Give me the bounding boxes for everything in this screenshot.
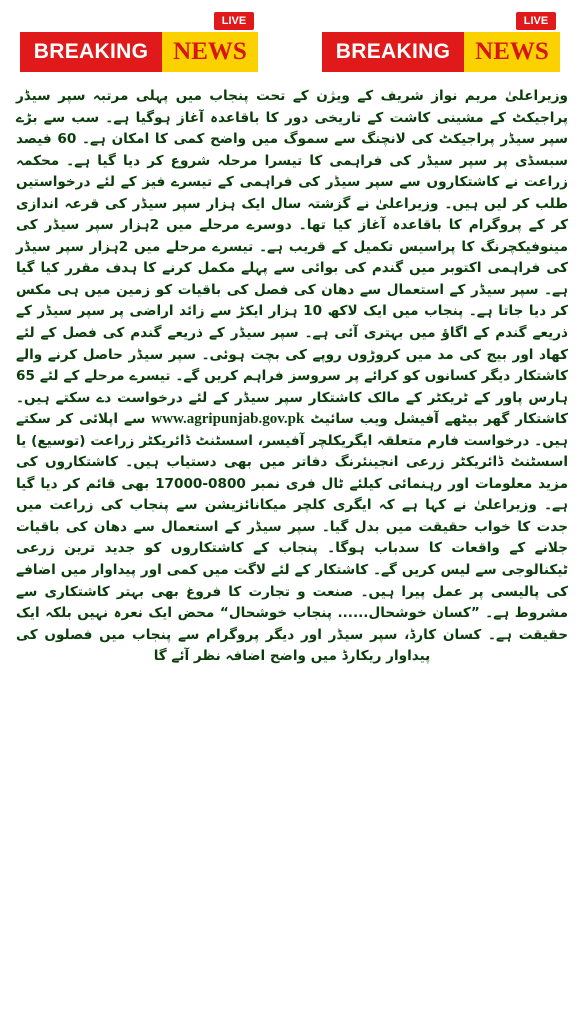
breaking-news-strip [322,32,560,72]
article-paragraph [16,86,568,668]
news-label: NEWS [464,32,560,72]
article-body [16,86,568,668]
breaking-news-badge [20,12,258,74]
news-label: NEWS [162,32,258,72]
article-text-part2: سے اپلائی کر سکتے ہیں۔ درخواست فارم متعلقہ ایگریکلچر آفیسر، اسسٹنٹ ڈائریکٹر زراعت (توسیع) یا اسسٹنٹ ڈائریکٹر زرعی انجینئرنگ دفاتر میں بھی دستیاب ہیں۔ کاشتکاروں کی مزید معلومات اور رہنمائی کیلئے ٹال فری نمبر 0800-17000 بھی قائم کر دیا گیا ہے۔ وزیراعلیٰ نے کہا ہے کہ ایگری کلچر میکانائزیشن سے پنجاب کی زراعت میں جدت کا خواب حقیقت میں بدل گیا۔ سپر سیڈر کے استعمال سے دھان کی باقیات جلانے کے واقعات کا سدباب ہوگا۔ پنجاب کے کاشتکاروں کو جدید ترین زرعی ٹیکنالوجی سے لیس کریں گے۔ کاشتکار کے لئے لاگت میں کمی اور پیداوار میں اضافے کی پالیسی پر عمل پیرا ہیں۔ صنعت و تجارت کا فروغ بھی بہتر کاشتکاری سے مشروط ہے۔ ”کسان خوشحال...... پنجاب خوشحال“ محض ایک نعرہ نہیں بلکہ ایک حقیقت ہے۔ کسان کارڈ، سپر سیڈر اور دیگر پروگرام سے پنجاب میں فصلوں کی پیداوار ریکارڈ میں واضح اضافہ نظر آئے گا [16,411,568,665]
live-badge: LIVE [516,12,556,30]
breaking-label: BREAKING [322,32,464,72]
breaking-news-strip [20,32,258,72]
breaking-label: BREAKING [20,32,162,72]
website-link[interactable]: www.agripunjab.gov.pk [151,411,305,428]
header [0,0,585,82]
breaking-news-badge [322,12,560,74]
article-text-part1: وزیراعلیٰ مریم نواز شریف کے ویژن کے تحت پنجاب میں پہلی مرتبہ سپر سیڈر پراجیکٹ کے مشینی کاشت کے تاریخی دور کا باقاعدہ آغاز ہوگیا ہے۔ سب سے بڑے سپر سیڈر پراجیکٹ کی لانچنگ سے سموگ میں واضح کمی کا امکان ہے۔ 60 فیصد سبسڈی پر سپر سیڈر کی فراہمی کا تیسرا مرحلہ شروع کر دیا گیا ہے۔ محکمہ زراعت نے کاشتکاروں سے سپر سیڈر کی فراہمی کے تیسرے فیز کے لئے درخواستیں طلب کر لیں ہیں۔ وزیراعلیٰ نے گزشتہ سال ایک ہزار سپر سیڈر کی قرعہ اندازی کر کے پروگرام کا باقاعدہ آغاز کیا تھا۔ دوسرے مرحلے میں 2ہزار سپر سیڈر کی مینوفیکچرنگ کا پراسیس تکمیل کے قریب ہے۔ تیسرے مرحلے میں 2ہزار سپر سیڈر کی فراہمی اکتوبر میں گندم کی بوائی سے پہلے مکمل کرنے کا ہدف مقرر کیا گیا ہے۔ سپر سیڈر کے استعمال سے دھان کی فصل کی باقیات کو زمین میں ہی مکس کر دیا جاتا ہے۔ پنجاب میں ایک لاکھ 10 ہزار ایکڑ سے زائد اراضی پر سپر سیڈر کے ذریعے گندم کے اگاؤ میں بہتری آئی ہے۔ سپر سیڈر کے ذریعے گندم کی فصل کے لئے کھاد اور بیج کی مد میں کروڑوں روپے کی بچت ہوئی۔ سپر سیڈر حاصل کرنے والے کاشتکار دیگر کسانوں کو کرائے پر سروسز فراہم کریں گے۔ تیسرے مرحلے کے لئے 65 ہارس پاور کے ٹریکٹر کے مالک کاشتکار سپر سیڈر کے لئے درخواست دے سکتے ہیں۔ کاشتکار گھر بیٹھے آفیشل ویب سائیٹ [16,88,569,428]
live-badge: LIVE [214,12,254,30]
